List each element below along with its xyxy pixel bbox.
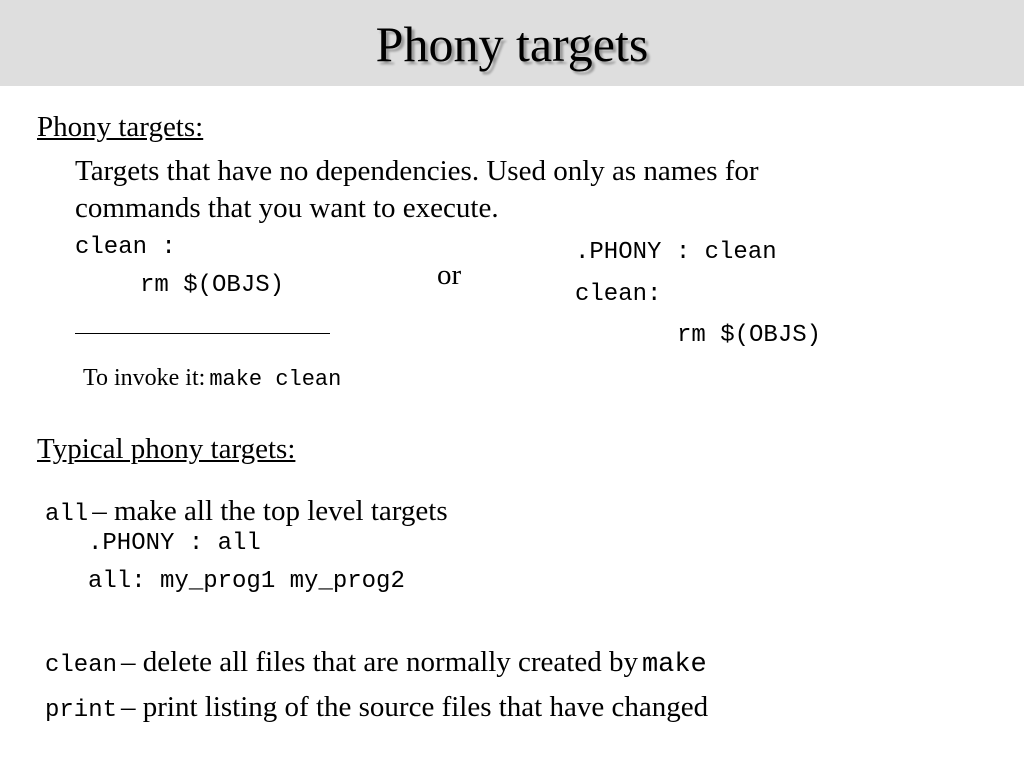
section-heading-typical-phony-targets: Typical phony targets: bbox=[37, 433, 296, 465]
separator-rule bbox=[75, 333, 330, 334]
target-desc-print: – print listing of the source files that have changed bbox=[121, 691, 709, 723]
code-phony-all: .PHONY : all bbox=[88, 530, 261, 557]
target-desc-all: – make all the top level targets bbox=[92, 495, 448, 527]
list-item-all bbox=[37, 475, 448, 530]
target-name-print: print bbox=[45, 697, 118, 724]
description-line-1: Targets that have no dependencies. Used only as names for bbox=[75, 155, 759, 187]
target-name-clean: clean bbox=[45, 652, 118, 679]
slide-title: Phony targets bbox=[375, 16, 649, 72]
code-clean-colon: clean: bbox=[575, 281, 662, 308]
target-name-all: all bbox=[45, 501, 89, 528]
list-item-print bbox=[37, 671, 708, 726]
description-line-2: commands that you want to execute. bbox=[75, 192, 499, 224]
invoke-line bbox=[75, 345, 341, 394]
code-all-progs: all: my_prog1 my_prog2 bbox=[88, 568, 405, 595]
or-label: or bbox=[437, 259, 462, 291]
code-clean-target: clean : bbox=[75, 234, 176, 261]
invoke-command: make clean bbox=[209, 367, 342, 392]
code-rm-objs: rm $(OBJS) bbox=[140, 272, 285, 299]
code-rm-objs-2: rm $(OBJS) bbox=[677, 322, 822, 349]
section-heading-phony-targets: Phony targets: bbox=[37, 111, 204, 143]
make-command: make bbox=[641, 650, 707, 680]
code-phony-clean: .PHONY : clean bbox=[575, 239, 777, 266]
invoke-label: To invoke it: bbox=[83, 365, 206, 391]
target-desc-clean: – delete all files that are normally created by bbox=[121, 646, 638, 678]
